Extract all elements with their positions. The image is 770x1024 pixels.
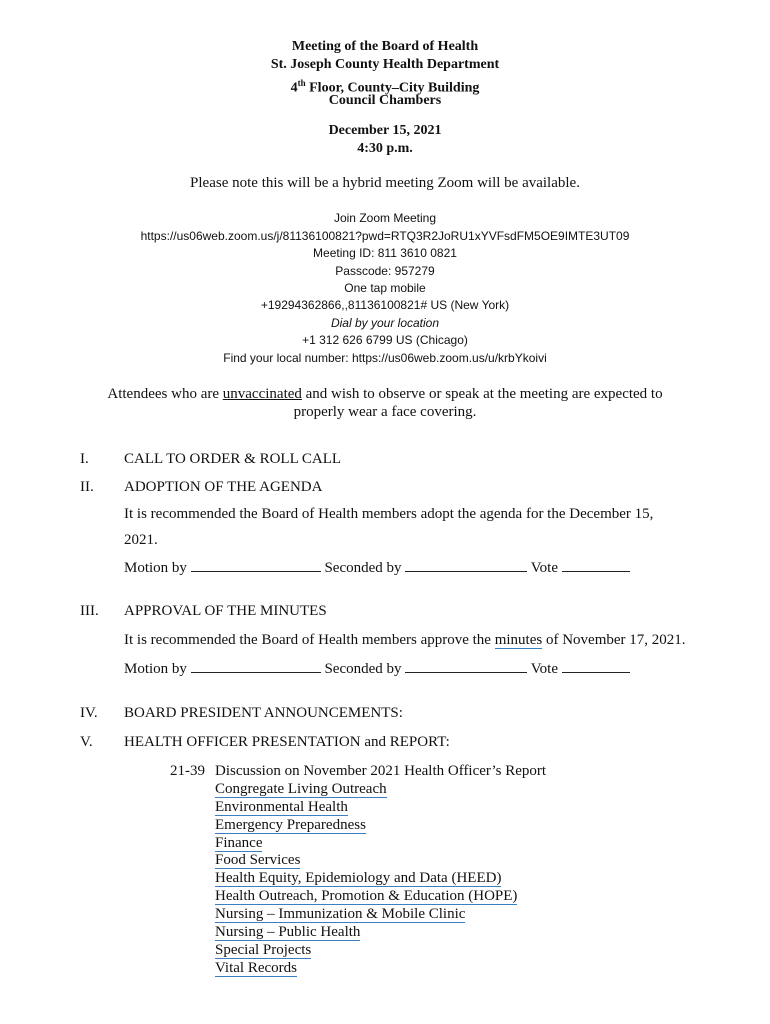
- seconded-blank: [405, 559, 527, 572]
- report-link-label[interactable]: Health Outreach, Promotion & Education (HOPE): [215, 888, 518, 904]
- header-department: St. Joseph County Health Department: [270, 57, 500, 72]
- minutes-text-before: It is recommended the Board of Health members approve the: [124, 632, 495, 648]
- zoom-dial-by-location: Dial by your location: [330, 316, 440, 330]
- agenda-item-2-text-line1: It is recommended the Board of Health members adopt the agenda for the December 15,: [124, 506, 654, 522]
- agenda-item-3-motion-line: [124, 660, 630, 678]
- report-link-heed[interactable]: [215, 870, 501, 887]
- report-link-label[interactable]: Finance: [215, 835, 263, 851]
- report-link-label[interactable]: Environmental Health: [215, 799, 348, 815]
- agenda-item-2-motion-line: [124, 559, 630, 577]
- agenda-item-5-number: V.: [80, 734, 93, 750]
- report-link-vital-records[interactable]: [215, 960, 297, 977]
- report-link-hope[interactable]: [215, 888, 517, 905]
- vote-blank: [562, 559, 630, 572]
- attendees-note-line2: properly wear a face covering.: [293, 404, 477, 420]
- header-room: Council Chambers: [328, 93, 442, 108]
- report-link-label[interactable]: Nursing – Public Health: [215, 924, 361, 940]
- vote-label: Vote: [530, 560, 558, 576]
- floor-rest: Floor, County–City Building: [305, 80, 480, 96]
- zoom-local-number: Find your local number: https://us06web.zoom.us/u/krbYkoivi: [223, 351, 547, 365]
- agenda-item-3-number: III.: [80, 603, 99, 619]
- minutes-text-after: of November 17, 2021.: [542, 632, 686, 648]
- zoom-title: Join Zoom Meeting: [333, 211, 437, 225]
- motion-label: Motion by: [124, 661, 187, 677]
- zoom-one-tap-number: +19294362866,,81136100821# US (New York): [260, 298, 510, 312]
- attendees-note-line1: [0, 386, 770, 403]
- zoom-meeting-id: Meeting ID: 811 3610 0821: [313, 246, 457, 260]
- report-link-label[interactable]: Congregate Living Outreach: [215, 781, 387, 797]
- report-link-nursing-public-health[interactable]: [215, 924, 360, 941]
- agenda-item-2-text-line2: 2021.: [124, 532, 158, 548]
- vote-label: Vote: [530, 661, 558, 677]
- attendees-note-underlined: unvaccinated: [222, 386, 302, 402]
- zoom-one-tap: One tap mobile: [344, 281, 426, 295]
- agenda-item-2-title: ADOPTION OF THE AGENDA: [124, 479, 323, 495]
- motion-blank: [191, 559, 321, 572]
- seconded-label: Seconded by: [324, 661, 402, 677]
- header-title: Meeting of the Board of Health: [291, 39, 479, 54]
- agenda-item-3-text: [124, 632, 686, 649]
- seconded-blank: [405, 660, 527, 673]
- report-link-label[interactable]: Health Equity, Epidemiology and Data (HEED): [215, 870, 502, 886]
- report-link-special-projects[interactable]: [215, 942, 311, 959]
- agenda-item-2-number: II.: [80, 479, 94, 495]
- agenda-item-1-title: CALL TO ORDER & ROLL CALL: [124, 451, 342, 467]
- agenda-item-4-number: IV.: [80, 705, 98, 721]
- report-link-label[interactable]: Special Projects: [215, 942, 312, 958]
- zoom-url-link[interactable]: https://us06web.zoom.us/j/81136100821?pwd=RTQ3R2JoRU1xYVFsdFM5OE9IMTE3UT09: [140, 229, 630, 243]
- vote-blank: [562, 660, 630, 673]
- report-link-congregate-living[interactable]: [215, 781, 387, 798]
- attendees-note-after: and wish to observe or speak at the meeting are expected to: [301, 386, 663, 402]
- report-link-label[interactable]: Vital Records: [215, 960, 297, 976]
- report-link-label[interactable]: Nursing – Immunization & Mobile Clinic: [215, 906, 466, 922]
- zoom-dial-number: +1 312 626 6799 US (Chicago): [302, 333, 468, 347]
- report-link-label[interactable]: Food Services: [215, 852, 301, 868]
- hybrid-note: Please note this will be a hybrid meeting Zoom will be available.: [190, 175, 580, 191]
- agenda-item-5-title: HEALTH OFFICER PRESENTATION and REPORT:: [124, 734, 450, 750]
- agenda-item-1-number: I.: [80, 451, 89, 467]
- report-link-emergency-preparedness[interactable]: [215, 817, 366, 834]
- seconded-label: Seconded by: [324, 560, 402, 576]
- agenda-item-4-title: BOARD PRESIDENT ANNOUNCEMENTS:: [124, 705, 403, 721]
- minutes-link[interactable]: minutes: [494, 632, 543, 648]
- report-link-environmental-health[interactable]: [215, 799, 348, 816]
- agenda-item-5-sub-number: 21-39: [170, 763, 205, 779]
- report-link-finance[interactable]: [215, 835, 262, 852]
- meeting-time: 4:30 p.m.: [357, 141, 413, 156]
- report-link-nursing-immunization[interactable]: [215, 906, 465, 923]
- report-link-label[interactable]: Emergency Preparedness: [215, 817, 366, 833]
- motion-label: Motion by: [124, 560, 187, 576]
- attendees-note-before: Attendees who are: [107, 386, 223, 402]
- floor-number: 4: [290, 80, 298, 96]
- motion-blank: [191, 660, 321, 673]
- agenda-item-3-title: APPROVAL OF THE MINUTES: [124, 603, 327, 619]
- meeting-date: December 15, 2021: [328, 123, 442, 138]
- floor-suffix: th: [297, 78, 306, 88]
- agenda-item-5-sub-title: Discussion on November 2021 Health Officer’s Report: [215, 763, 547, 779]
- report-link-food-services[interactable]: [215, 852, 300, 869]
- zoom-passcode: Passcode: 957279: [335, 264, 435, 278]
